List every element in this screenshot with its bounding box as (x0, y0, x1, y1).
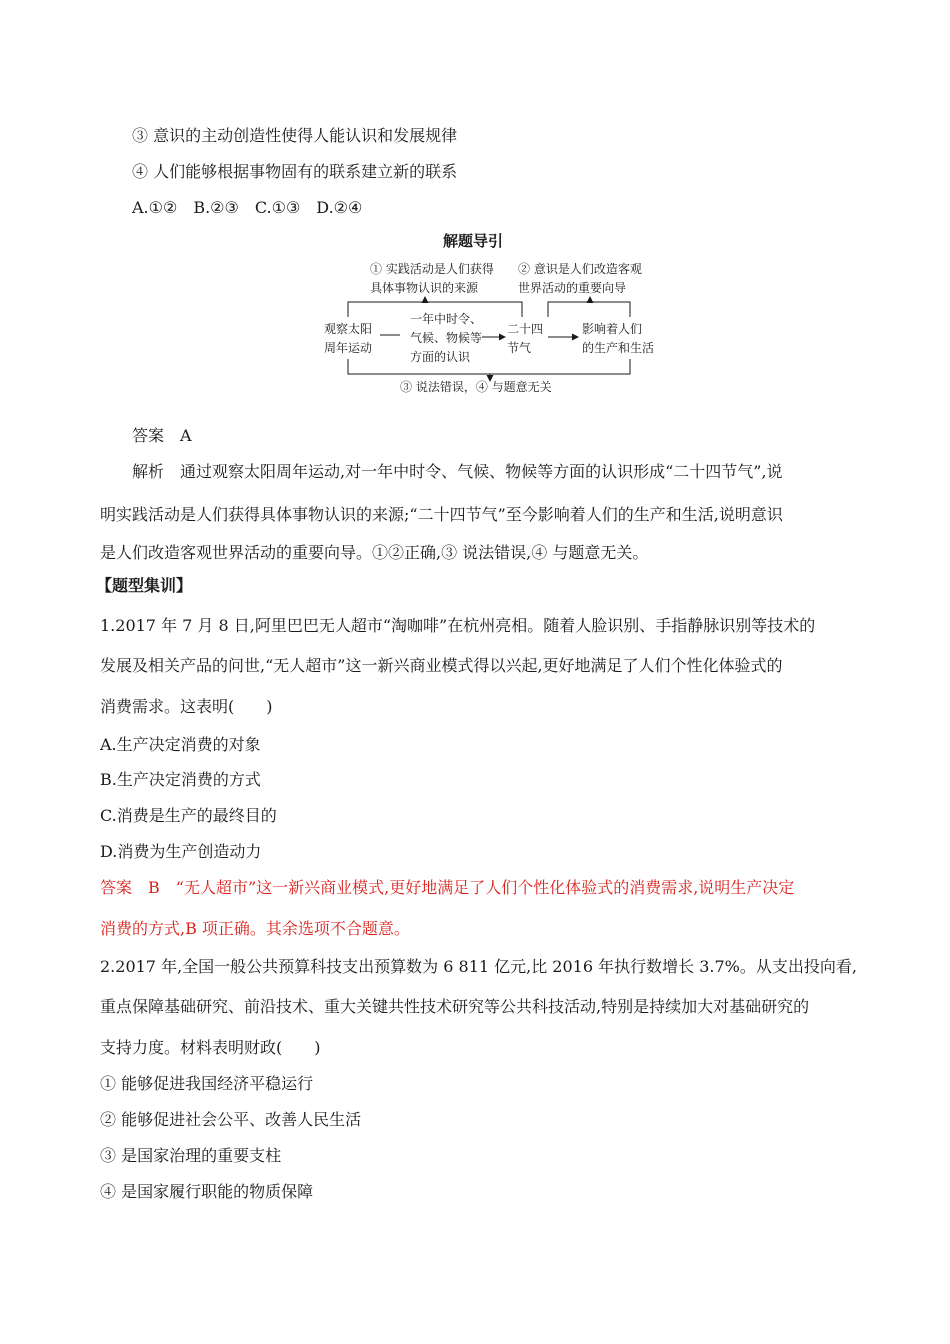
q1-option-d: D.消费为生产创造动力 (100, 842, 262, 861)
section-heading (96, 576, 192, 596)
guide-title: 解题导引 (443, 232, 504, 250)
box2-line1: ② 意识是人们改造客观 (518, 262, 642, 276)
node-jieqi-1: 二十四 (507, 322, 544, 336)
q1-stem-1: 1.2017 年 7 月 8 日,阿里巴巴无人超市“淘咖啡”在杭州亮相。随着人脸识别、手指静脉识别等技术的 (100, 616, 816, 635)
q2-option-3: ③ 是国家治理的重要支柱 (100, 1146, 282, 1165)
q1-answer-1: 答案 B “无人超市”这一新兴商业模式,更好地满足了人们个性化体验式的消费需求,说明生产决定 (100, 878, 795, 897)
q1-option-a: A.生产决定消费的对象 (100, 735, 261, 754)
section-bracket-right: 】 (176, 576, 193, 595)
mid-2: 气候、物候等 (410, 331, 483, 345)
option-4: ④ 人们能够根据事物固有的联系建立新的联系 (132, 162, 458, 181)
analysis-line-3: 是人们改造客观世界活动的重要向导。①②正确,③ 说法错误,④ 与题意无关。 (100, 543, 649, 562)
box1-line1: ① 实践活动是人们获得 (370, 262, 494, 276)
section-bracket-left: 【 (96, 576, 113, 595)
node-jieqi-2: 节气 (507, 341, 532, 355)
choice-list: A.①② B.②③ C.①③ D.②④ (132, 198, 363, 217)
node-effect-1: 影响着人们 (582, 322, 643, 336)
q1-stem-3: 消费需求。这表明( ) (100, 697, 273, 716)
q1-answer-2: 消费的方式,B 项正确。其余选项不合题意。 (100, 919, 410, 938)
box1-line2: 具体事物认识的来源 (370, 281, 479, 295)
q1-option-c: C.消费是生产的最终目的 (100, 806, 277, 825)
answer-line: 答案 A (132, 426, 192, 445)
solution-guide-diagram (300, 255, 680, 400)
option-3: ③ 意识的主动创造性使得人能认识和发展规律 (132, 126, 458, 145)
box2-connector (548, 302, 630, 317)
q2-stem-1: 2.2017 年,全国一般公共预算科技支出预算数为 6 811 亿元,比 2016 年执行数增长 3.7%。从支出投向看, (100, 957, 857, 976)
q2-option-1: ① 能够促进我国经济平稳运行 (100, 1074, 314, 1093)
q2-option-2: ② 能够促进社会公平、改善人民生活 (100, 1110, 362, 1129)
q2-stem-2: 重点保障基础研究、前沿技术、重大关键共性技术研究等公共科技活动,特别是持续加大对基础研究的 (100, 997, 810, 1016)
node-effect-2: 的生产和生活 (582, 341, 655, 355)
bottom-connector (348, 359, 630, 374)
box2-line2: 世界活动的重要向导 (518, 281, 627, 295)
analysis-line-2: 明实践活动是人们获得具体事物认识的来源;“二十四节气”至今影响着人们的生产和生活,说明意识 (100, 505, 783, 524)
q1-stem-2: 发展及相关产品的问世,“无人超市”这一新兴商业模式得以兴起,更好地满足了人们个性化体验式的 (100, 656, 783, 675)
section-title: 题型集训 (112, 576, 177, 595)
bottom-note: ③ 说法错误，④ 与题意无关 (400, 380, 552, 394)
q2-option-4: ④ 是国家履行职能的物质保障 (100, 1182, 314, 1201)
node-observe-2: 周年运动 (324, 341, 373, 355)
analysis-line-1: 解析 通过观察太阳周年运动,对一年中时令、气候、物候等方面的认识形成“二十四节气”,说 (132, 462, 783, 481)
q2-stem-3: 支持力度。材料表明财政( ) (100, 1038, 321, 1057)
mid-3: 方面的认识 (410, 350, 471, 364)
mid-1: 一年中时令、 (410, 312, 483, 326)
q1-option-b: B.生产决定消费的方式 (100, 770, 261, 789)
node-observe-1: 观察太阳 (324, 322, 373, 336)
